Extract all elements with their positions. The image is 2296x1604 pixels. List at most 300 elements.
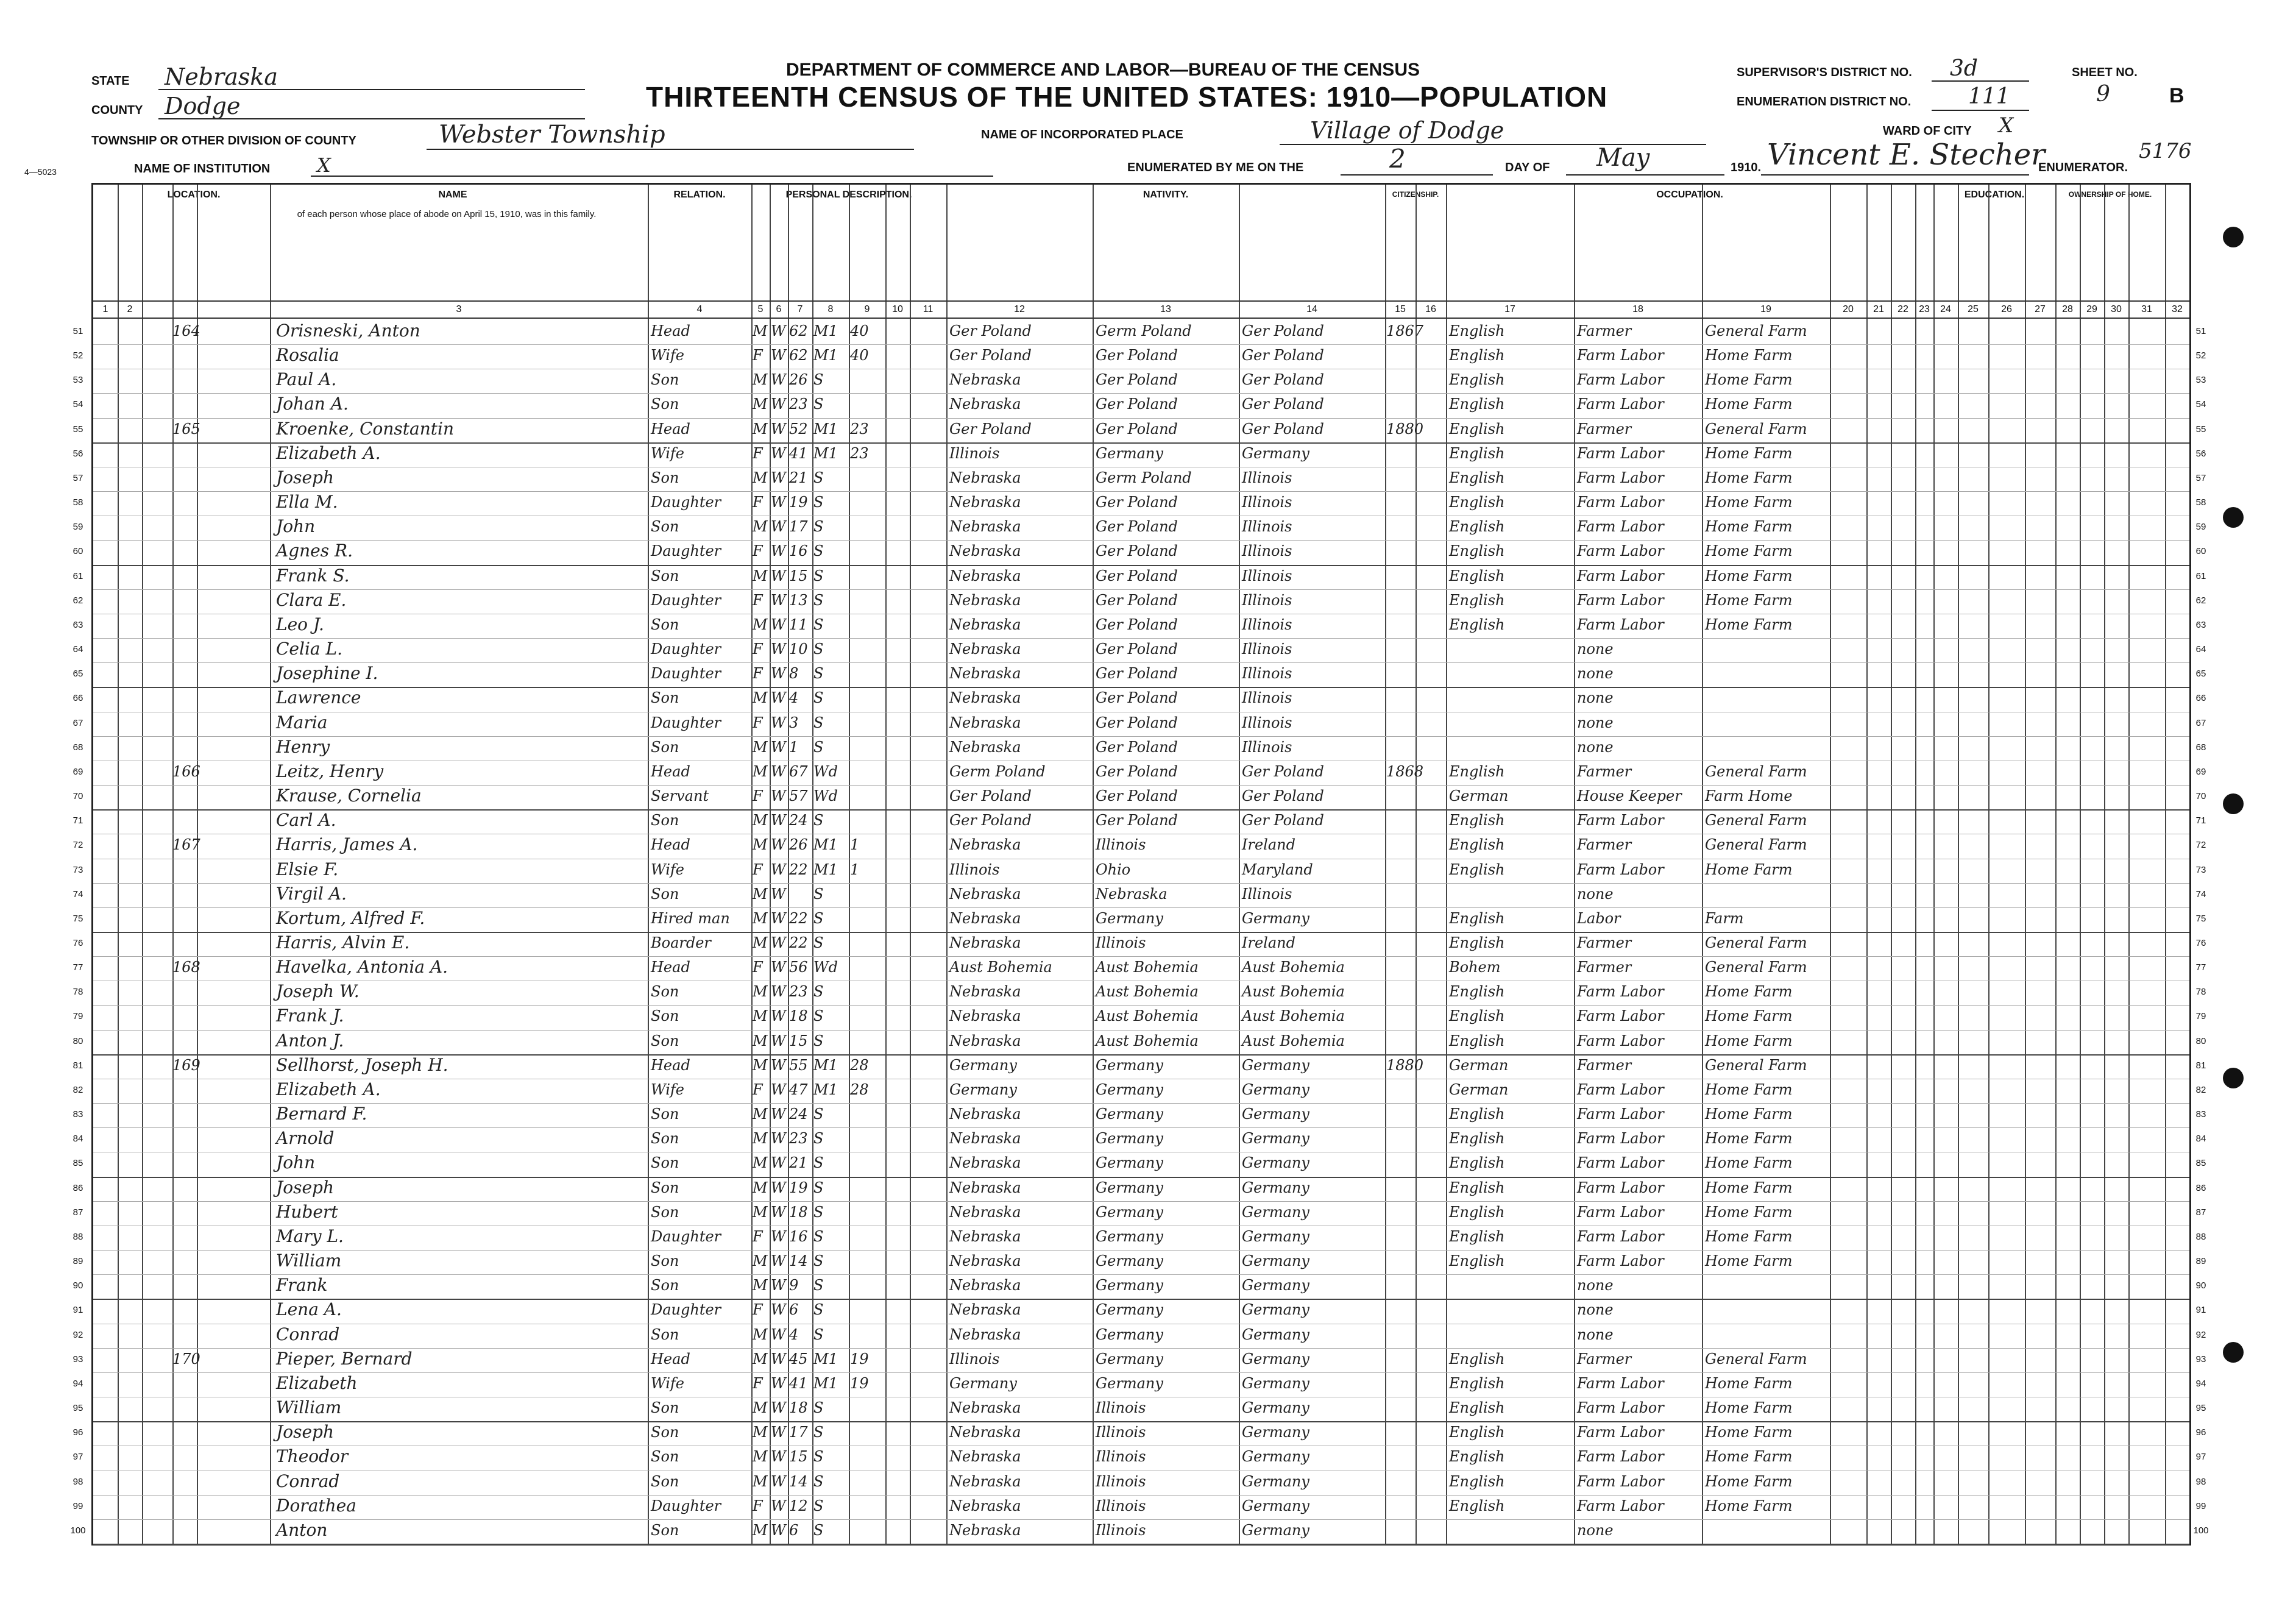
age: 17: [789, 518, 808, 536]
line-number-right: 64: [2195, 644, 2206, 655]
county-value: Dodge: [165, 93, 241, 119]
trade: none: [1577, 714, 1614, 731]
table-row: [73, 834, 2206, 859]
language: English: [1449, 1497, 1505, 1514]
trade: Farm Labor: [1577, 1105, 1664, 1123]
person-name: Frank: [276, 1275, 328, 1296]
father-birthplace: Aust Bohemia: [1096, 1007, 1199, 1025]
marital-status: S: [813, 494, 824, 511]
birthplace: Nebraska: [949, 738, 1021, 756]
trade: Farmer: [1577, 934, 1632, 951]
race: W: [771, 1350, 786, 1368]
line-number-right: 80: [2195, 1035, 2206, 1046]
sex: M: [753, 1105, 768, 1123]
sex: M: [753, 1325, 768, 1343]
family-number: 166: [172, 762, 200, 780]
marital-status: M1: [813, 861, 838, 878]
father-birthplace: Ger Poland: [1096, 494, 1178, 511]
birthplace: Nebraska: [949, 885, 1021, 903]
age: 47: [789, 1081, 808, 1098]
birthplace: Ger Poland: [949, 787, 1032, 805]
race: W: [771, 689, 786, 707]
table-row: [73, 516, 2206, 541]
race: W: [771, 518, 786, 536]
group-education: EDUCATION.: [1964, 190, 2025, 200]
age: 3: [789, 714, 799, 731]
line-number-right: 66: [2195, 693, 2206, 704]
institution-value: X: [317, 154, 331, 177]
industry: Farm: [1705, 909, 1744, 927]
relation: Head: [651, 1350, 690, 1368]
race: W: [771, 1130, 786, 1148]
marital-status: S: [813, 934, 824, 951]
mother-birthplace: Illinois: [1242, 567, 1292, 584]
line-number-right: 55: [2195, 424, 2206, 435]
relation: Son: [651, 1130, 679, 1148]
race: W: [771, 1497, 786, 1514]
age: 4: [789, 689, 799, 707]
marital-status: S: [813, 1130, 824, 1148]
table-row: [73, 1152, 2206, 1177]
language: Bohem: [1449, 959, 1501, 976]
age: 10: [789, 641, 808, 658]
trade: Farmer: [1577, 1350, 1632, 1368]
birthplace: Nebraska: [949, 1472, 1021, 1490]
sex: M: [753, 909, 768, 927]
person-name: Pieper, Bernard: [276, 1348, 413, 1369]
mother-birthplace: Illinois: [1242, 714, 1292, 731]
race: W: [771, 1007, 786, 1025]
sex: M: [753, 567, 768, 584]
group-citizenship: CITIZENSHIP.: [1392, 190, 1439, 199]
person-name: Henry: [276, 736, 330, 757]
relation: Wife: [651, 1081, 685, 1098]
sex: M: [753, 836, 768, 854]
father-birthplace: Germ Poland: [1096, 469, 1192, 486]
industry: Home Farm: [1705, 1130, 1793, 1148]
marital-status: S: [813, 714, 824, 731]
line-number-right: 81: [2195, 1060, 2206, 1071]
relation: Daughter: [651, 1227, 721, 1245]
age: 15: [789, 1448, 808, 1466]
relation: Son: [651, 885, 679, 903]
person-name: Kroenke, Constantin: [276, 418, 455, 439]
line-number: 65: [73, 669, 83, 680]
language: English: [1449, 322, 1505, 339]
marital-status: S: [813, 1154, 824, 1172]
sex: F: [753, 1301, 763, 1319]
sex: M: [753, 1350, 768, 1368]
father-birthplace: Ger Poland: [1096, 518, 1178, 536]
age: 22: [789, 909, 808, 927]
line-number: 87: [73, 1207, 83, 1218]
line-number-right: 91: [2195, 1305, 2206, 1316]
sex: M: [753, 885, 768, 903]
line-number-right: 93: [2195, 1354, 2206, 1364]
father-birthplace: Ger Poland: [1096, 616, 1178, 633]
line-number-right: 75: [2195, 913, 2206, 924]
trade: none: [1577, 738, 1614, 756]
marital-status: S: [813, 1472, 824, 1490]
enumerated-month: May: [1596, 144, 1650, 172]
father-birthplace: Aust Bohemia: [1096, 959, 1199, 976]
age: 11: [789, 616, 808, 633]
race: W: [771, 714, 786, 731]
race: W: [771, 1374, 786, 1392]
trade: Farm Labor: [1577, 396, 1664, 413]
age: 23: [789, 1130, 808, 1148]
trade: Farmer: [1577, 762, 1632, 780]
father-birthplace: Ger Poland: [1096, 665, 1178, 683]
person-name: Elizabeth: [276, 1372, 358, 1393]
mother-birthplace: Illinois: [1242, 616, 1292, 633]
age: 57: [789, 787, 808, 805]
table-row: [73, 761, 2206, 786]
father-birthplace: Aust Bohemia: [1096, 1032, 1199, 1049]
group-location: LOCATION.: [167, 190, 221, 200]
birthplace: Nebraska: [949, 1448, 1021, 1466]
column-number: 30: [2111, 304, 2122, 314]
line-number-right: 83: [2195, 1109, 2206, 1120]
group-nativity: NATIVITY.: [1143, 190, 1189, 200]
race: W: [771, 1424, 786, 1441]
father-birthplace: Illinois: [1096, 1448, 1146, 1466]
birthplace: Nebraska: [949, 1179, 1021, 1196]
industry: Home Farm: [1705, 371, 1793, 389]
language: English: [1449, 1130, 1505, 1148]
age: 62: [789, 347, 808, 364]
column-number: 11: [923, 304, 934, 314]
marital-status: S: [813, 518, 824, 536]
table-row: [73, 418, 2206, 444]
trade: none: [1577, 665, 1614, 683]
relation: Son: [651, 1032, 679, 1049]
father-birthplace: Illinois: [1096, 934, 1146, 951]
language: German: [1449, 1081, 1509, 1098]
mother-birthplace: Ger Poland: [1242, 396, 1324, 413]
birthplace: Illinois: [949, 444, 1000, 462]
mother-birthplace: Aust Bohemia: [1242, 983, 1345, 1001]
mother-birthplace: Aust Bohemia: [1242, 1007, 1345, 1025]
line-number: 59: [73, 522, 83, 533]
marital-status: S: [813, 1105, 824, 1123]
family-number: 169: [172, 1056, 200, 1074]
person-name: Leitz, Henry: [276, 761, 384, 781]
years-married: 28: [850, 1056, 869, 1074]
race: W: [771, 861, 786, 878]
group-personal: PERSONAL DESCRIPTION.: [785, 190, 912, 200]
father-birthplace: Germany: [1096, 1277, 1163, 1294]
person-name: Harris, Alvin E.: [276, 932, 410, 953]
mother-birthplace: Ger Poland: [1242, 787, 1324, 805]
sex: M: [753, 762, 768, 780]
line-number: 97: [73, 1452, 83, 1463]
years-married: 23: [850, 444, 869, 462]
age: 26: [789, 371, 808, 389]
table-row: [73, 956, 2206, 981]
sex: M: [753, 1179, 768, 1196]
table-row: [73, 1372, 2206, 1397]
column-number: 13: [1160, 304, 1171, 314]
sex: F: [753, 444, 763, 462]
line-number-right: 67: [2195, 717, 2206, 728]
family-number: 167: [172, 836, 200, 854]
race: W: [771, 665, 786, 683]
sex: M: [753, 983, 768, 1001]
year-label: 1910.: [1731, 161, 1762, 174]
table-row: [73, 638, 2206, 663]
age: 23: [789, 983, 808, 1001]
language: English: [1449, 812, 1505, 829]
table-row: [73, 907, 2206, 933]
trade: Farm Labor: [1577, 1227, 1664, 1245]
relation: Son: [651, 1424, 679, 1441]
father-birthplace: Ger Poland: [1096, 591, 1178, 609]
line-number: 56: [73, 448, 83, 459]
father-birthplace: Ger Poland: [1096, 641, 1178, 658]
trade: Farm Labor: [1577, 444, 1664, 462]
mother-birthplace: Illinois: [1242, 641, 1292, 658]
birthplace: Nebraska: [949, 567, 1021, 584]
age: 41: [789, 444, 808, 462]
language: English: [1449, 518, 1505, 536]
race: W: [771, 1179, 786, 1196]
table-row: [73, 540, 2206, 566]
race: W: [771, 762, 786, 780]
language: English: [1449, 542, 1505, 560]
father-birthplace: Germany: [1096, 1130, 1163, 1148]
race: W: [771, 1301, 786, 1319]
table-row: [73, 1226, 2206, 1251]
table-row: [70, 1519, 2209, 1545]
line-number: 98: [73, 1476, 83, 1487]
sex: F: [753, 591, 763, 609]
column-number: 15: [1395, 304, 1406, 314]
marital-status: S: [813, 1252, 824, 1270]
birthplace: Nebraska: [949, 469, 1021, 486]
person-name: Arnold: [276, 1128, 335, 1149]
mother-birthplace: Germany: [1242, 1472, 1309, 1490]
trade: Farm Labor: [1577, 1032, 1664, 1049]
industry: Home Farm: [1705, 347, 1793, 364]
age: 45: [789, 1350, 808, 1368]
trade: Farm Labor: [1577, 1448, 1664, 1466]
relation: Son: [651, 371, 679, 389]
birthplace: Nebraska: [949, 836, 1021, 854]
line-number: 69: [73, 766, 83, 777]
language: English: [1449, 616, 1505, 633]
mother-birthplace: Ireland: [1242, 934, 1295, 951]
marital-status: S: [813, 1497, 824, 1514]
person-name: Orisneski, Anton: [276, 321, 420, 341]
race: W: [771, 836, 786, 854]
father-birthplace: Germany: [1096, 1081, 1163, 1098]
language: English: [1449, 861, 1505, 878]
industry: Home Farm: [1705, 469, 1793, 486]
mother-birthplace: Germany: [1242, 444, 1309, 462]
language: English: [1449, 1203, 1505, 1221]
ward-label: WARD OF CITY: [1883, 124, 1972, 138]
column-number: 25: [1968, 304, 1979, 314]
age: 52: [789, 420, 808, 438]
table-row: [73, 932, 2206, 957]
person-name: Lena A.: [276, 1299, 342, 1320]
language: English: [1449, 567, 1505, 584]
language: English: [1449, 1252, 1505, 1270]
sex: M: [753, 518, 768, 536]
line-number: 83: [73, 1109, 83, 1120]
language: English: [1449, 1350, 1505, 1368]
line-number-right: 88: [2195, 1231, 2206, 1242]
age: 8: [789, 665, 799, 683]
line-number: 94: [73, 1378, 83, 1389]
industry: General Farm: [1705, 1056, 1807, 1074]
relation: Daughter: [651, 1301, 721, 1319]
marital-status: S: [813, 1448, 824, 1466]
birthplace: Nebraska: [949, 371, 1021, 389]
sex: F: [753, 641, 763, 658]
language: English: [1449, 444, 1505, 462]
birthplace: Nebraska: [949, 1325, 1021, 1343]
person-name: William: [276, 1251, 342, 1271]
line-number-right: 79: [2195, 1011, 2206, 1022]
age: 21: [789, 1154, 808, 1172]
line-number-right: 84: [2195, 1134, 2206, 1144]
industry: General Farm: [1705, 812, 1807, 829]
relation: Son: [651, 812, 679, 829]
mother-birthplace: Ger Poland: [1242, 420, 1324, 438]
sex: M: [753, 1521, 768, 1539]
mother-birthplace: Illinois: [1242, 885, 1292, 903]
father-birthplace: Germany: [1096, 1179, 1163, 1196]
line-number: 89: [73, 1256, 83, 1267]
father-birthplace: Germany: [1096, 909, 1163, 927]
column-number: 12: [1014, 304, 1025, 314]
line-number-right: 51: [2195, 326, 2206, 336]
mother-birthplace: Germany: [1242, 1350, 1309, 1368]
years-married: 1: [850, 836, 860, 854]
relation: Daughter: [651, 591, 721, 609]
relation: Head: [651, 836, 690, 854]
mother-birthplace: Aust Bohemia: [1242, 1032, 1345, 1049]
birthplace: Nebraska: [949, 518, 1021, 536]
line-number: 67: [73, 717, 83, 728]
language: English: [1449, 1448, 1505, 1466]
race: W: [771, 1227, 786, 1245]
trade: Labor: [1577, 909, 1621, 927]
table-row: [73, 1054, 2206, 1079]
trade: none: [1577, 1277, 1614, 1294]
language: English: [1449, 396, 1505, 413]
relation: Daughter: [651, 641, 721, 658]
table-row: [73, 1397, 2206, 1422]
marital-status: S: [813, 1521, 824, 1539]
sex: M: [753, 934, 768, 951]
race: W: [771, 934, 786, 951]
mother-birthplace: Germany: [1242, 1277, 1309, 1294]
township-value: Webster Township: [439, 121, 665, 149]
immigration-year: 1880: [1386, 420, 1424, 438]
line-number-right: 73: [2195, 864, 2206, 875]
person-name: Kortum, Alfred F.: [276, 907, 425, 928]
marital-status: M1: [813, 420, 838, 438]
trade: none: [1577, 1325, 1614, 1343]
mother-birthplace: Germany: [1242, 909, 1309, 927]
relation: Son: [651, 983, 679, 1001]
person-name: Elizabeth A.: [276, 442, 381, 463]
father-birthplace: Germ Poland: [1096, 322, 1192, 339]
race: W: [771, 542, 786, 560]
age: 9: [789, 1277, 799, 1294]
line-number-right: 61: [2195, 570, 2206, 581]
age: 15: [789, 1032, 808, 1049]
relation: Head: [651, 762, 690, 780]
relation: Son: [651, 1252, 679, 1270]
trade: Farm Labor: [1577, 1081, 1664, 1098]
line-number-right: 68: [2195, 742, 2206, 753]
industry: Home Farm: [1705, 1399, 1793, 1417]
birthplace: Nebraska: [949, 689, 1021, 707]
trade: Farm Labor: [1577, 861, 1664, 878]
sex: M: [753, 322, 768, 339]
father-birthplace: Ger Poland: [1096, 396, 1178, 413]
punch-hole: [2223, 1068, 2244, 1088]
trade: Farm Labor: [1577, 494, 1664, 511]
punch-hole: [2223, 1342, 2244, 1363]
marital-status: S: [813, 396, 824, 413]
marital-status: M1: [813, 1350, 838, 1368]
marital-status: M1: [813, 1056, 838, 1074]
person-name: Joseph: [276, 1422, 334, 1443]
language: English: [1449, 1032, 1505, 1049]
trade: Farm Labor: [1577, 567, 1664, 584]
mother-birthplace: Germany: [1242, 1130, 1309, 1148]
person-name: Bernard F.: [276, 1104, 367, 1124]
line-number-right: 57: [2195, 472, 2206, 483]
person-name: Ella M.: [276, 492, 338, 513]
form-id: 4—5023: [24, 167, 57, 177]
race: W: [771, 1472, 786, 1490]
immigration-year: 1868: [1386, 762, 1424, 780]
mother-birthplace: Maryland: [1242, 861, 1313, 878]
person-name: John: [276, 516, 316, 537]
language: German: [1449, 787, 1509, 805]
language: English: [1449, 1105, 1505, 1123]
marital-status: S: [813, 1301, 824, 1319]
language: German: [1449, 1056, 1509, 1074]
father-birthplace: Ger Poland: [1096, 420, 1178, 438]
mother-birthplace: Ger Poland: [1242, 812, 1324, 829]
sex: M: [753, 1130, 768, 1148]
person-name: Johan A.: [276, 394, 349, 414]
industry: Home Farm: [1705, 591, 1793, 609]
table-row: [73, 736, 2206, 761]
sex: M: [753, 1399, 768, 1417]
industry: Home Farm: [1705, 1154, 1793, 1172]
mother-birthplace: Germany: [1242, 1521, 1309, 1539]
line-number-right: 58: [2195, 497, 2206, 508]
industry: General Farm: [1705, 959, 1807, 976]
person-name: Frank J.: [276, 1006, 344, 1026]
page-title: THIRTEENTH CENSUS OF THE UNITED STATES: 1910—POPULATION: [646, 81, 1608, 113]
mother-birthplace: Illinois: [1242, 591, 1292, 609]
trade: Farm Labor: [1577, 1179, 1664, 1196]
marital-status: S: [813, 567, 824, 584]
birthplace: Nebraska: [949, 714, 1021, 731]
line-number-right: 77: [2195, 962, 2206, 973]
marital-status: M1: [813, 836, 838, 854]
sheet-side: B: [2169, 84, 2184, 107]
